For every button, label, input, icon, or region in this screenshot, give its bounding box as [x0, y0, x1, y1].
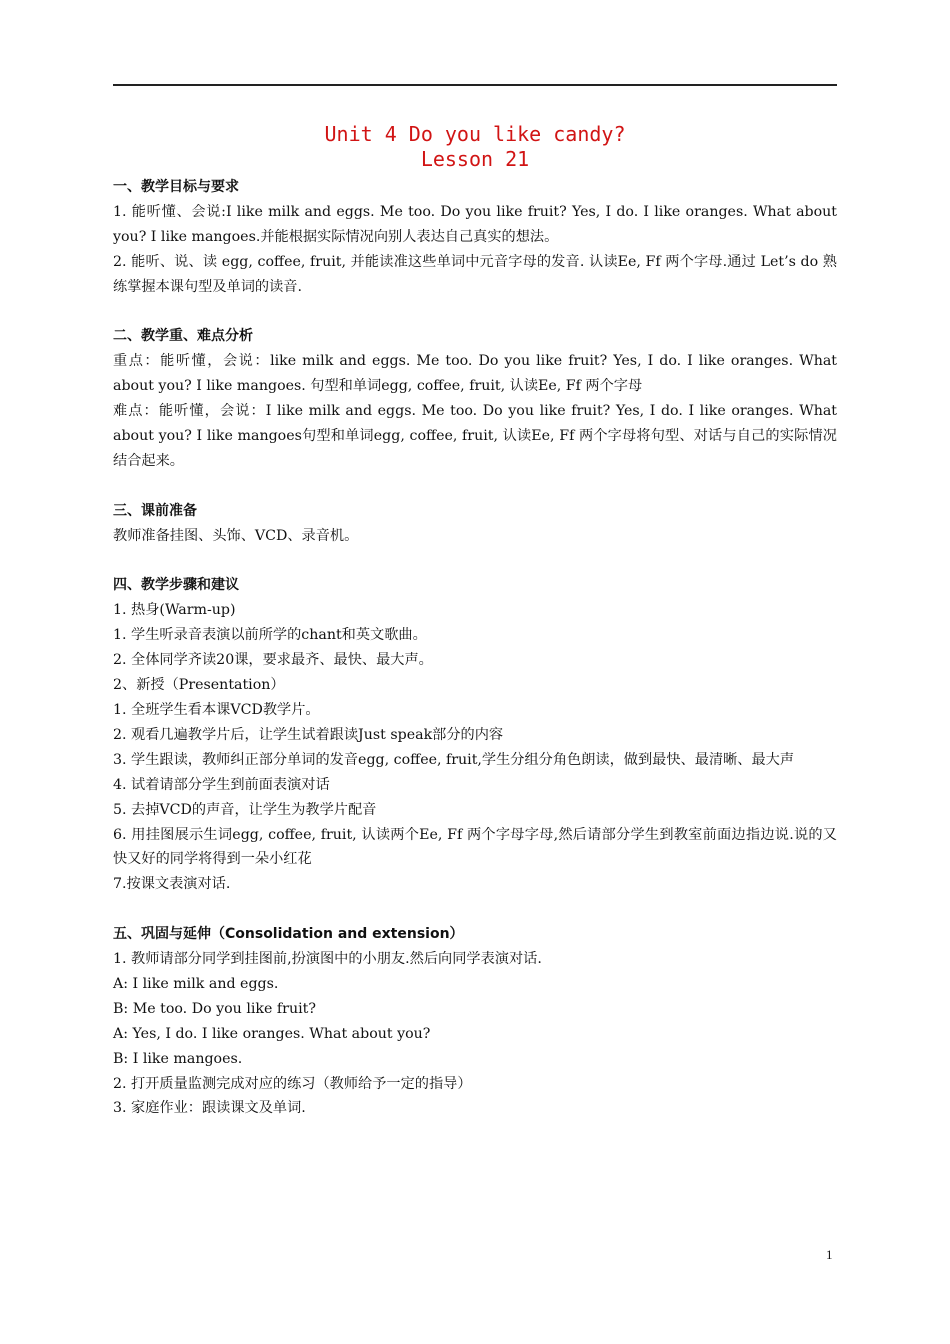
- paragraph: 3. 家庭作业：跟读课文及单词.: [113, 1100, 306, 1117]
- paragraph: 难点：能听懂，会说：I like milk and eggs. Me too. Do you like fruit? Yes, I do. I like oranges. What about you? I like mangoes句型和单词egg, coffee, fruit, 认读Ee, Ff 两个字母将句型、对话与自己的实际情况结合起来。: [113, 403, 837, 469]
- paragraph: 1. 热身(Warm-up): [113, 602, 236, 619]
- section-heading: 一、教学目标与要求: [113, 179, 239, 195]
- header-rule: [113, 84, 837, 86]
- lesson-plan-text: [113, 175, 837, 1121]
- paragraph: 4. 试着请部分学生到前面表演对话: [113, 776, 330, 793]
- paragraph: 1. 全班学生看本课VCD教学片。: [113, 701, 320, 718]
- paragraph: A: I like milk and eggs.: [113, 975, 279, 992]
- paragraph: 5. 去掉VCD的声音，让学生为教学片配音: [113, 801, 377, 818]
- document-body: [113, 122, 837, 1121]
- paragraph: B: I like mangoes.: [113, 1050, 243, 1067]
- section-heading: 四、教学步骤和建议: [113, 577, 239, 594]
- paragraph: 2. 全体同学齐读20课，要求最齐、最快、最大声。: [113, 652, 433, 669]
- paragraph: 2、新授（Presentation）: [113, 677, 285, 694]
- section-heading: 五、巩固与延伸（Consolidation and extension）: [113, 926, 464, 943]
- paragraph: 1. 教师请部分同学到挂图前,扮演图中的小朋友.然后向同学表演对话.: [113, 951, 542, 968]
- title-unit: Unit 4 Do you like candy?: [324, 122, 626, 146]
- paragraph-gap: [113, 549, 837, 574]
- paragraph-gap: [113, 897, 837, 922]
- paragraph: 7.按课文表演对话.: [113, 876, 231, 893]
- paragraph: 6. 用挂图展示生词egg, coffee, fruit, 认读两个Ee, Ff 两个字母字母,然后请部分学生到教室前面边指边说.说的又快又好的同学将得到一朵小红花: [113, 826, 837, 868]
- section-heading: 三、课前准备: [113, 502, 197, 519]
- page-number: 1: [826, 1247, 833, 1262]
- paragraph: 1. 能听懂、会说:I like milk and eggs. Me too. Do you like fruit? Yes, I do. I like oranges. What about you? I like mangoes.并能根据实际情况向别人表达自己真实的想法。: [113, 203, 837, 245]
- paragraph: A: Yes, I do. I like oranges. What about you?: [113, 1025, 431, 1042]
- paragraph: 2. 打开质量监测完成对应的练习（教师给予一定的指导）: [113, 1075, 472, 1092]
- paragraph: 1. 学生听录音表演以前所学的chant和英文歌曲。: [113, 627, 427, 644]
- paragraph: 2. 观看几遍教学片后，让学生试着跟读Just speak部分的内容: [113, 726, 504, 743]
- paragraph-gap: [113, 300, 837, 325]
- paragraph: 3. 学生跟读，教师纠正部分单词的发音egg, coffee, fruit,学生分组分角色朗读，做到最快、最清晰、最大声: [113, 751, 795, 768]
- paragraph: 2. 能听、说、读 egg, coffee, fruit, 并能读准这些单词中元音字母的发音. 认读Ee, Ff 两个字母.通过 Let’s do 熟练掌握本课句型及单词的读音.: [113, 253, 837, 295]
- section-heading: 二、教学重、难点分析: [113, 328, 253, 345]
- paragraph-gap: [113, 474, 837, 499]
- paragraph: 教师准备挂图、头饰、VCD、录音机。: [113, 527, 359, 544]
- title-lesson: Lesson 21: [420, 147, 530, 171]
- paragraph: B: Me too. Do you like fruit?: [113, 1000, 316, 1017]
- document-title: [113, 122, 837, 172]
- paragraph: 重点：能听懂，会说：like milk and eggs. Me too. Do you like fruit? Yes, I do. I like oranges. What about you? I like mangoes. 句型和单词egg, coffee, fruit, 认读Ee, Ff 两个字母: [113, 353, 837, 395]
